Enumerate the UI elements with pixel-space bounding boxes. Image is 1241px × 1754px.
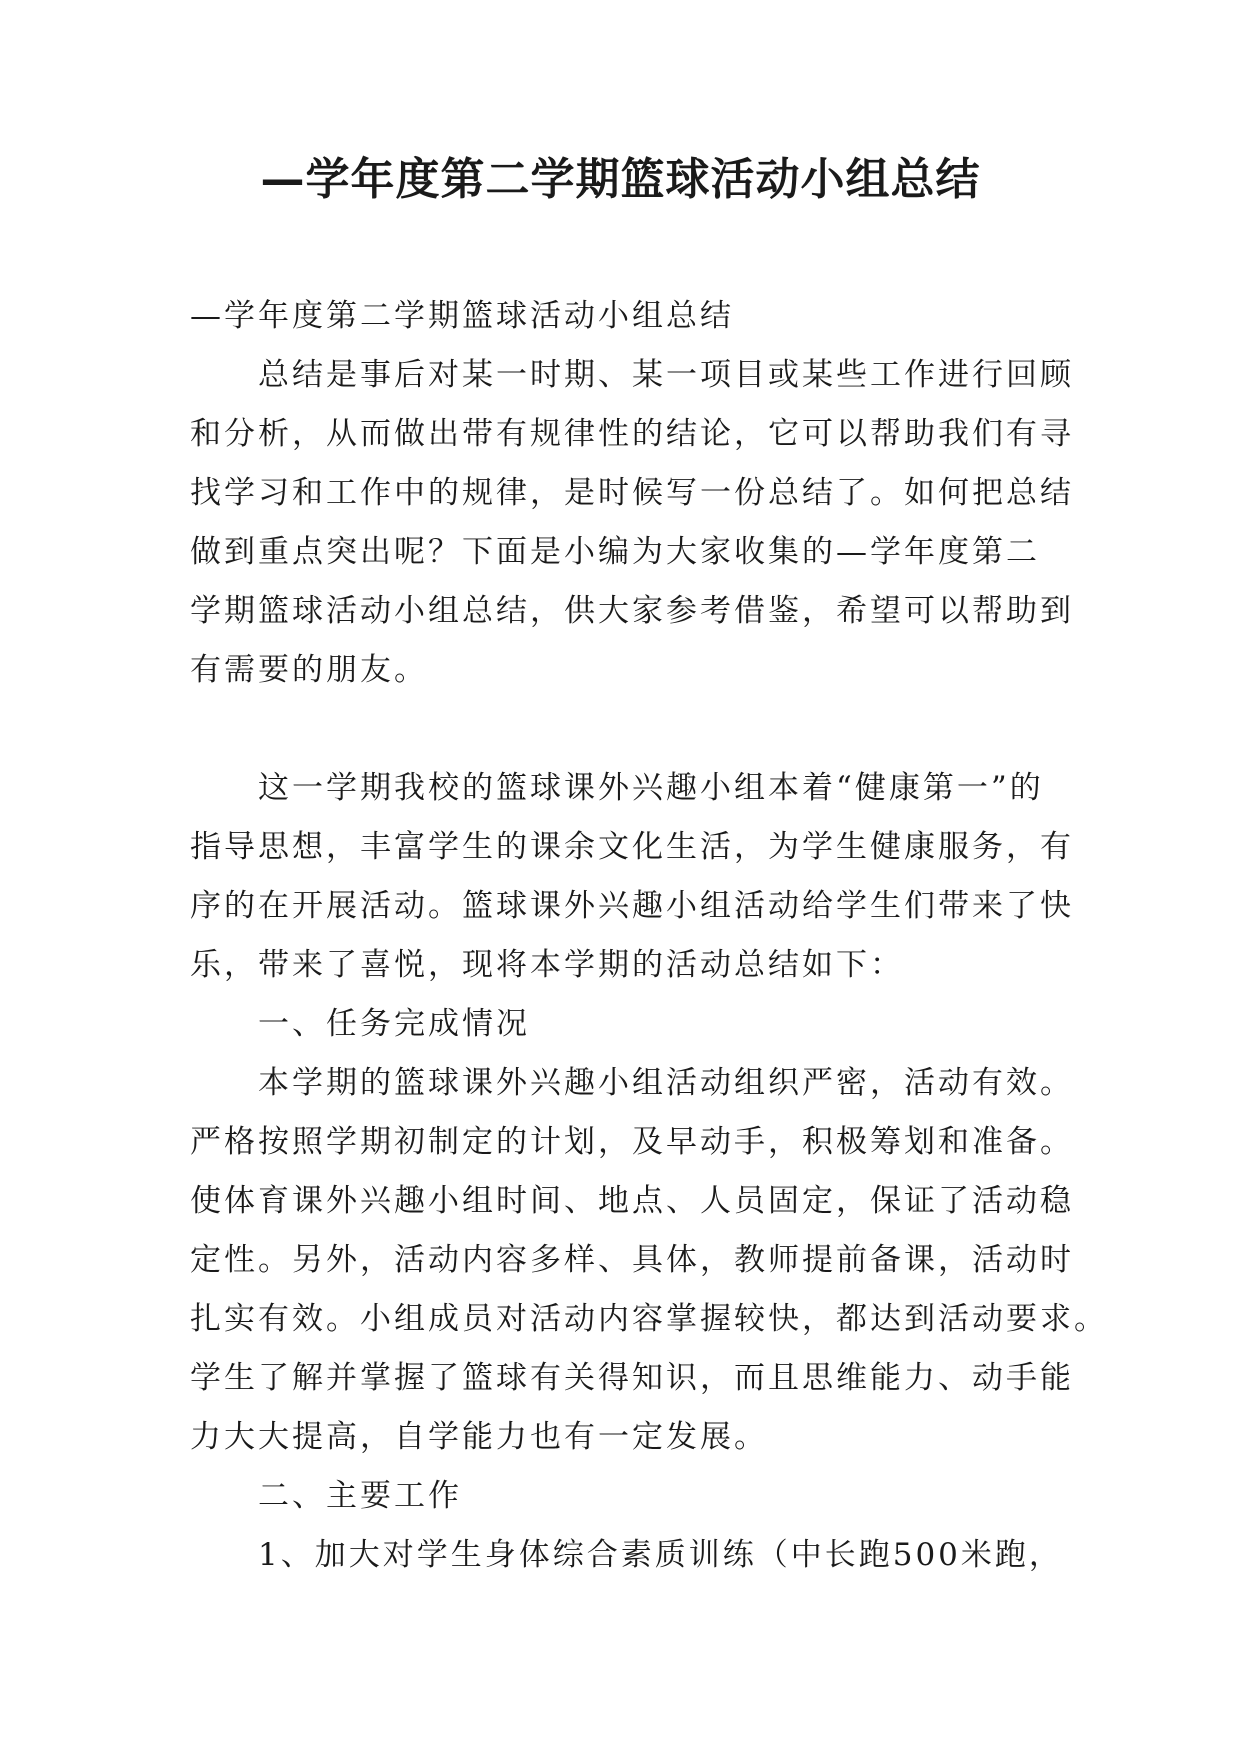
- text-line: 做到重点突出呢？下面是小编为大家收集的—学年度第二: [190, 534, 1040, 570]
- text-line: 严格按照学期初制定的计划，及早动手，积极筹划和准备。: [190, 1124, 1074, 1160]
- text-line: —学年度第二学期篮球活动小组总结: [190, 298, 734, 334]
- text-line: 使体育课外兴趣小组时间、地点、人员固定，保证了活动稳: [190, 1183, 1074, 1219]
- document-body: [190, 287, 1108, 1585]
- text-line: 二、主要工作: [258, 1478, 462, 1514]
- text-line: 本学期的篮球课外兴趣小组活动组织严密，活动有效。: [258, 1065, 1074, 1101]
- text-line: 序的在开展活动。篮球课外兴趣小组活动给学生们带来了快: [190, 888, 1074, 924]
- text-line: 总结是事后对某一时期、某一项目或某些工作进行回顾: [258, 357, 1074, 393]
- text-line: 有需要的朋友。: [190, 652, 428, 688]
- text-line: 学期篮球活动小组总结，供大家参考借鉴，希望可以帮助到: [190, 593, 1074, 629]
- text-line: 学生了解并掌握了篮球有关得知识，而且思维能力、动手能: [190, 1360, 1074, 1396]
- text-line: 和分析，从而做出带有规律性的结论，它可以帮助我们有寻: [190, 416, 1074, 452]
- text-line: 定性。另外，活动内容多样、具体，教师提前备课，活动时: [190, 1242, 1074, 1278]
- text-line: 乐，带来了喜悦，现将本学期的活动总结如下：: [190, 947, 904, 983]
- blank-line: [190, 700, 1060, 759]
- text-line: 一、任务完成情况: [258, 1006, 530, 1042]
- text-line: 指导思想，丰富学生的课余文化生活，为学生健康服务，有: [190, 829, 1074, 865]
- text-line: 这一学期我校的篮球课外兴趣小组本着“健康第一”的: [258, 770, 1044, 806]
- text-line: 扎实有效。小组成员对活动内容掌握较快，都达到活动要求。: [190, 1301, 1108, 1337]
- text-line: 找学习和工作中的规律，是时候写一份总结了。如何把总结: [190, 475, 1074, 511]
- text-line: 1、加大对学生身体综合素质训练（中长跑500米跑，: [258, 1537, 1063, 1573]
- text-line: 力大大提高，自学能力也有一定发展。: [190, 1419, 768, 1455]
- document-title: —学年度第二学期篮球活动小组总结: [260, 154, 981, 205]
